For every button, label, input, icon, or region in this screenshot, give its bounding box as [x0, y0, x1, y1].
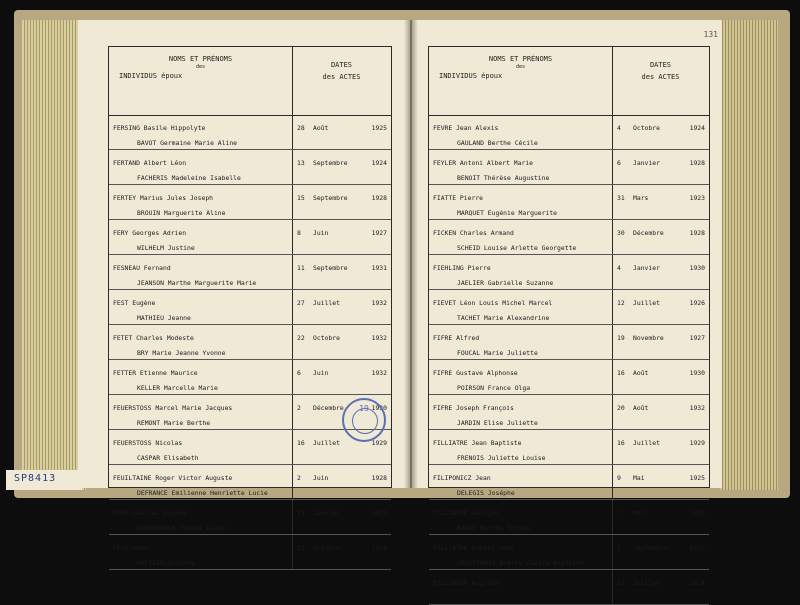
archive-stamp — [342, 398, 386, 442]
bride-name: MATHIEU Jeanne — [137, 314, 191, 322]
column-divider — [292, 360, 293, 394]
register-entry — [429, 395, 709, 430]
act-year: 1929 — [371, 439, 387, 447]
column-divider — [612, 395, 613, 429]
act-year: 1932 — [689, 404, 705, 412]
column-divider — [612, 325, 613, 359]
groom-name: FIEHLING Pierre — [433, 264, 491, 272]
dates-title: DATES — [649, 61, 672, 69]
act-day: 13 — [297, 509, 305, 517]
bride-name: JEANSON Marthe Marguerite Marie — [137, 279, 257, 287]
act-month: Janvier — [633, 159, 660, 167]
act-day: 4 — [617, 264, 621, 272]
column-divider — [612, 465, 613, 499]
bride-name: DEFRANCE Emilienne Henriette Lucie — [137, 489, 268, 497]
act-year: 1924 — [371, 159, 387, 167]
bride-name: MARQUET Eugénie Marguerite — [457, 209, 558, 217]
act-year: 1926 — [689, 299, 705, 307]
register-entry — [109, 535, 391, 570]
page-edges-right — [720, 20, 778, 490]
register-entry — [429, 220, 709, 255]
bride-name: BENOIT Thérèse Augustine — [457, 174, 550, 182]
act-month: Septembre — [633, 544, 668, 552]
act-month: Juillet — [633, 579, 660, 587]
act-month: Septembre — [313, 194, 348, 202]
names-title: NOMS ET PRÉNOMS — [168, 55, 233, 63]
act-month: Juillet — [633, 439, 660, 447]
column-divider — [612, 115, 613, 149]
groom-name: FILLIATRE Jean Baptiste — [433, 439, 522, 447]
act-year: 1923 — [371, 509, 387, 517]
names-des: des — [195, 64, 206, 70]
bride-name: FACHERIS Madeleine Isabelle — [137, 174, 241, 182]
bride-name: BAVOT Germaine Marie Aline — [137, 139, 238, 147]
groom-name: FEST Eugène — [113, 299, 156, 307]
groom-name: FIEVET Léon Louis Michel Marcel — [433, 299, 553, 307]
groom-name: FIATTE Pierre — [433, 194, 484, 202]
bride-name: HELTZEN Suzanne — [137, 559, 195, 567]
names-column-header — [109, 47, 293, 115]
act-year: 1927 — [689, 544, 705, 552]
act-day: 15 — [297, 194, 305, 202]
groom-name: FERSING Basile Hippolyte — [113, 124, 206, 132]
register-entry — [429, 500, 709, 535]
act-month: Juin — [313, 229, 329, 237]
groom-name: FEVRE Jean Alexis — [433, 124, 499, 132]
act-year: 1928 — [371, 474, 387, 482]
groom-name: FETET Charles Modeste — [113, 334, 194, 342]
act-month: Juillet — [313, 299, 340, 307]
names-subtitle: INDIVIDUS époux — [119, 72, 183, 80]
groom-name: FEYLER Antoni Albert Marie — [433, 159, 534, 167]
bride-name: KELLER Marcelle Marie — [137, 384, 218, 392]
groom-name: FEVE Charles Eugène — [113, 509, 187, 517]
column-divider — [292, 430, 293, 464]
act-month: Septembre — [313, 264, 348, 272]
act-month: Décembre — [633, 229, 664, 237]
act-year: 1928 — [371, 194, 387, 202]
act-year: 1931 — [371, 264, 387, 272]
groom-name: FETTER Etienne Maurice — [113, 369, 198, 377]
act-month: Mai — [633, 474, 645, 482]
column-divider — [292, 465, 293, 499]
bride-name: RINGENBACH Yvonne Alice — [137, 524, 226, 532]
act-year: 1930 — [689, 264, 705, 272]
right-register — [428, 46, 710, 587]
column-divider — [612, 150, 613, 184]
column-divider — [292, 290, 293, 324]
act-year: 1925 — [371, 124, 387, 132]
groom-name: FERTAND Albert Léon — [113, 159, 187, 167]
dates-title: DATES — [330, 61, 353, 69]
act-month: Octobre — [633, 124, 660, 132]
bride-name: CASPAR Elisabeth — [137, 454, 199, 462]
act-month: Décembre — [313, 404, 344, 412]
register-entry — [429, 115, 709, 150]
register-entry — [109, 465, 391, 500]
column-divider — [292, 325, 293, 359]
names-column-header — [429, 47, 613, 115]
column-divider — [292, 255, 293, 289]
act-day: 30 — [617, 229, 625, 237]
act-month: Janvier — [633, 264, 660, 272]
groom-name: FIFRE Gustave Alphonse — [433, 369, 518, 377]
act-month: Novembre — [633, 334, 664, 342]
act-month: Octobre — [313, 334, 340, 342]
bride-name: TACHET Marie Alexandrine — [457, 314, 550, 322]
register-entry — [109, 500, 391, 535]
groom-name: FICKEN Charles Armand — [433, 229, 514, 237]
act-month: Août — [633, 404, 649, 412]
act-day: 31 — [617, 194, 625, 202]
act-day: 2 — [297, 474, 301, 482]
act-day: 13 — [297, 159, 305, 167]
act-day: 2 — [297, 404, 301, 412]
act-year: 1932 — [371, 369, 387, 377]
groom-name: FESNEAU Fernand — [113, 264, 171, 272]
act-day: 9 — [617, 474, 621, 482]
act-month: Mars — [633, 194, 649, 202]
right-entries — [429, 115, 709, 605]
stamp-number: 19 — [359, 404, 369, 413]
act-month: Janvier — [313, 509, 340, 517]
act-month: Août — [633, 369, 649, 377]
column-divider — [612, 185, 613, 219]
act-month: Août — [313, 124, 329, 132]
column-divider — [612, 220, 613, 254]
bride-name: FRENOIS Juliette Louise — [457, 454, 546, 462]
column-divider — [292, 115, 293, 149]
groom-name: FILLINGER Auguste — [433, 579, 499, 587]
act-day: 11 — [297, 264, 305, 272]
right-header — [429, 47, 709, 116]
bride-name: GAULAND Berthe Cécile — [457, 139, 538, 147]
register-entry — [429, 255, 709, 290]
book-gutter — [404, 20, 418, 488]
act-day: 12 — [617, 579, 625, 587]
bride-name: SCHEID Louise Arlette Georgette — [457, 244, 577, 252]
register-entry — [429, 360, 709, 395]
groom-name: FEVE René — [113, 544, 148, 552]
column-divider — [612, 570, 613, 604]
column-divider — [292, 395, 293, 429]
act-month: Septembre — [313, 159, 348, 167]
act-year: 1932 — [371, 299, 387, 307]
register-entry — [109, 360, 391, 395]
act-day: 16 — [617, 439, 625, 447]
column-divider — [292, 185, 293, 219]
column-divider — [292, 150, 293, 184]
act-day: 12 — [617, 299, 625, 307]
act-month: Juin — [313, 474, 329, 482]
register-entry — [429, 430, 709, 465]
bride-name: JARDIN Elise Juliette — [457, 419, 538, 427]
page-edges-left — [22, 20, 86, 490]
column-divider — [292, 535, 293, 569]
act-year: 1930 — [371, 404, 387, 412]
dates-subtitle: des ACTES — [322, 73, 361, 81]
left-header — [109, 47, 391, 116]
register-entry — [109, 185, 391, 220]
act-day: 23 — [297, 544, 305, 552]
act-day: 8 — [297, 229, 301, 237]
groom-name: FEUERSTOSS Nicolas — [113, 439, 183, 447]
bride-name: BRY Marie Jeanne Yvonne — [137, 349, 226, 357]
act-year: 1928 — [689, 229, 705, 237]
column-divider — [612, 535, 613, 569]
register-entry — [429, 535, 709, 570]
act-year: 1928 — [689, 159, 705, 167]
register-entry — [109, 255, 391, 290]
act-day: 6 — [297, 369, 301, 377]
act-year: 1932 — [371, 334, 387, 342]
page-number: 131 — [703, 30, 718, 39]
right-page — [412, 20, 722, 587]
register-entry — [429, 570, 709, 605]
call-number-label — [6, 470, 82, 490]
bride-name: FOUCAL Marie Juliette — [457, 349, 538, 357]
act-year: 1925 — [689, 474, 705, 482]
bride-name: BROUIN Marguerite Aline — [137, 209, 226, 217]
act-year: 1925 — [689, 509, 705, 517]
left-entries — [109, 115, 391, 570]
act-month: Juillet — [313, 439, 340, 447]
column-divider — [612, 360, 613, 394]
bride-name: POIRSON France Olga — [457, 384, 531, 392]
register-entry — [109, 290, 391, 325]
register-entry — [109, 325, 391, 360]
groom-name: FILIPONICZ Jean — [433, 474, 491, 482]
bride-name: BADAR Berthe Emilie — [457, 524, 531, 532]
act-day: 20 — [617, 404, 625, 412]
act-year: 1923 — [689, 194, 705, 202]
register-entry — [429, 150, 709, 185]
act-month: Juillet — [633, 299, 660, 307]
column-divider — [612, 500, 613, 534]
groom-name: FIFRE Alfred — [433, 334, 480, 342]
register-entry — [109, 150, 391, 185]
column-divider — [612, 430, 613, 464]
act-day: 22 — [297, 334, 305, 342]
act-year: 1928 — [371, 544, 387, 552]
dates-subtitle: des ACTES — [641, 73, 680, 81]
act-day: 19 — [617, 334, 625, 342]
bride-name: WILHELM Justine — [137, 244, 195, 252]
act-day: 7 — [617, 509, 621, 517]
act-month: Juin — [313, 369, 329, 377]
groom-name: FEUERSTOSS Marcel Marie Jacques — [113, 404, 233, 412]
act-year: 1927 — [371, 229, 387, 237]
groom-name: FERTEY Marius Jules Joseph — [113, 194, 214, 202]
register-entry — [109, 220, 391, 255]
bride-name: REMONT Marie Berthe — [137, 419, 211, 427]
names-subtitle: INDIVIDUS époux — [439, 72, 503, 80]
groom-name: FERY Georges Adrien — [113, 229, 187, 237]
column-divider — [292, 500, 293, 534]
register-entry — [109, 115, 391, 150]
groom-name: FILLIATRE Georges — [433, 509, 499, 517]
act-year: 1927 — [689, 334, 705, 342]
act-day: 3 — [617, 544, 621, 552]
bride-name: JAELIER Gabrielle Suzanne — [457, 279, 554, 287]
register-entry — [429, 325, 709, 360]
act-day: 4 — [617, 124, 621, 132]
register-entry — [429, 465, 709, 500]
act-day: 6 — [617, 159, 621, 167]
act-month: Mars — [633, 509, 649, 517]
register-entry — [429, 290, 709, 325]
act-day: 16 — [297, 439, 305, 447]
call-number: SP8413 — [14, 473, 57, 484]
bride-name: DELEGIS Joséphe — [457, 489, 515, 497]
names-des: des — [515, 64, 526, 70]
act-year: 1924 — [689, 124, 705, 132]
column-divider — [612, 255, 613, 289]
column-divider — [612, 290, 613, 324]
act-year: 1930 — [689, 369, 705, 377]
act-day: 27 — [297, 299, 305, 307]
column-divider — [292, 220, 293, 254]
act-day: 16 — [617, 369, 625, 377]
groom-name: FILLIATRE Robert Jean — [433, 544, 514, 552]
act-day: 28 — [297, 124, 305, 132]
names-title: NOMS ET PRÉNOMS — [488, 55, 553, 63]
groom-name: FIFRE Joseph François — [433, 404, 514, 412]
act-year: 1924 — [689, 579, 705, 587]
groom-name: FEUILTAINE Roger Victor Auguste — [113, 474, 233, 482]
act-year: 1929 — [689, 439, 705, 447]
bride-name: GROSPERRIN Andrée Claire Angéline — [457, 559, 584, 567]
register-entry — [429, 185, 709, 220]
act-month: Octobre — [313, 544, 340, 552]
